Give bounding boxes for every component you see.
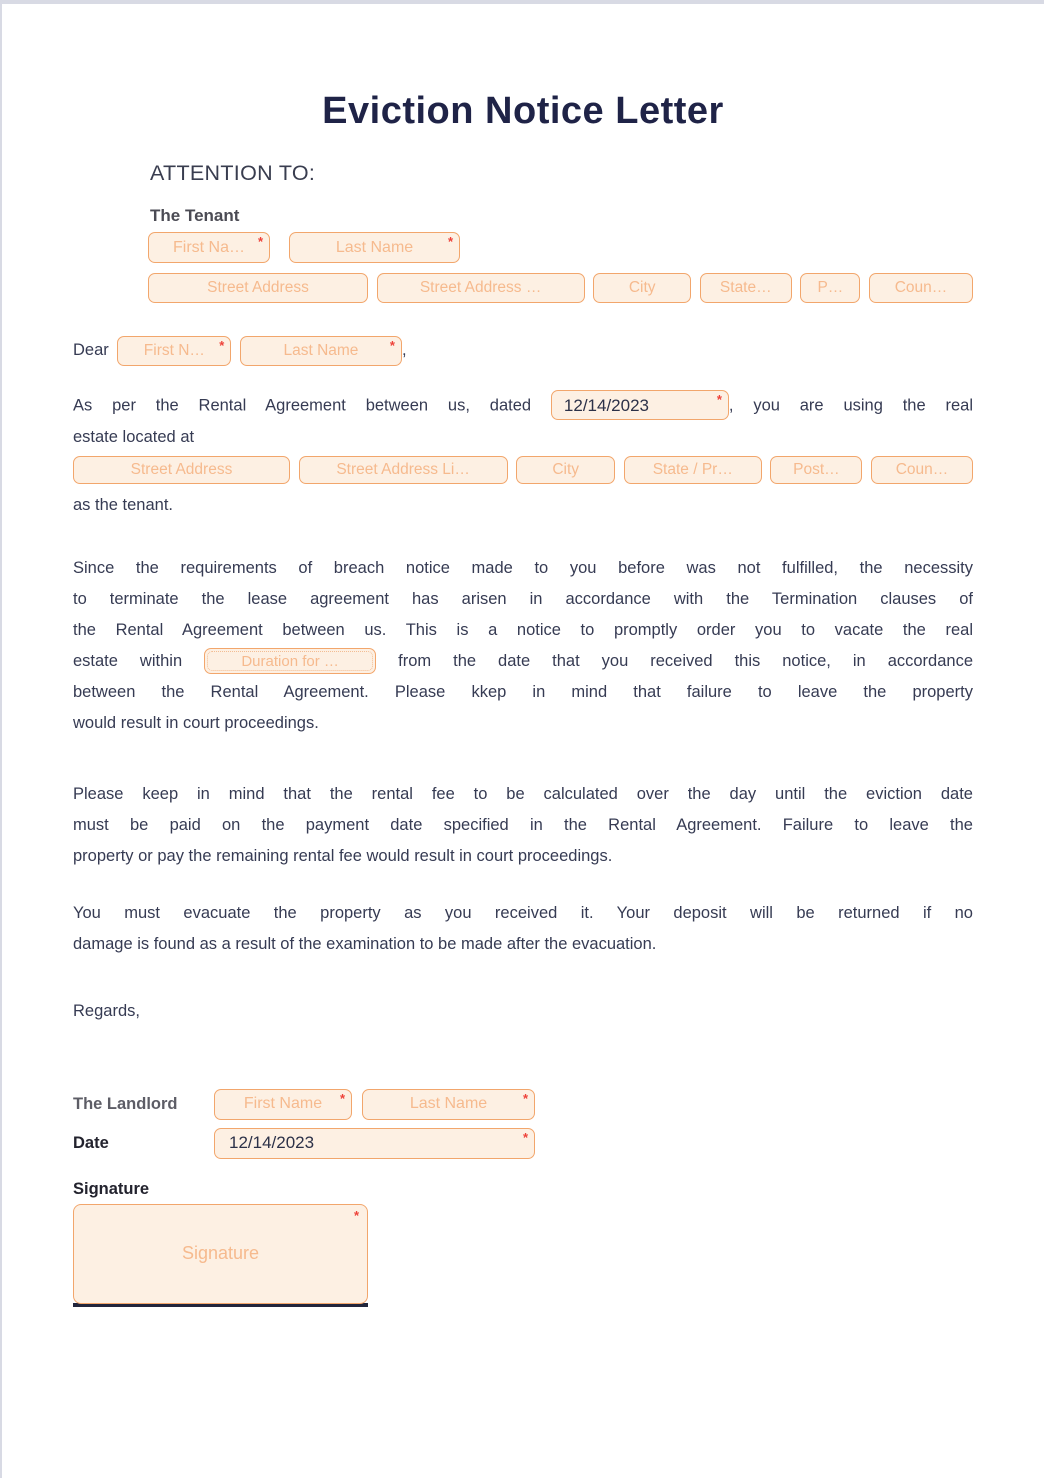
required-asterisk: * <box>339 1090 345 1106</box>
paragraph-line: As per the Rental Agreement between us, dated 12/14/2023 * , you are using the real <box>73 390 973 422</box>
salutation-first-name-field[interactable]: First N… * <box>117 336 231 366</box>
signature-pad[interactable] <box>73 1204 368 1304</box>
required-asterisk: * <box>353 1207 359 1223</box>
signature-date-field[interactable]: 12/14/2023 * <box>214 1128 535 1159</box>
paragraph-agreement <box>73 390 973 453</box>
salutation-last-name-field[interactable]: Last Name * <box>240 336 402 366</box>
tenant-section-label: The Tenant <box>150 206 240 225</box>
tenant-last-name-placeholder: Last Name <box>335 238 414 256</box>
landlord-name-fields <box>214 1089 535 1120</box>
date-label: Date <box>73 1133 109 1152</box>
property-city-field[interactable]: City <box>516 456 615 484</box>
paragraph-line: You must evacuate the property as you received it. Your deposit will be returned if no <box>73 903 973 922</box>
paragraph-line: to terminate the lease agreement has arisen in accordance with the Termination clauses of <box>73 589 973 608</box>
document-page <box>2 4 1044 1347</box>
tenant-name-row <box>148 232 973 263</box>
paragraph-line: as the tenant. <box>73 495 173 514</box>
required-asterisk: * <box>522 1090 528 1106</box>
required-asterisk: * <box>716 392 722 407</box>
paragraph-breach-notice <box>73 553 973 739</box>
eviction-duration-field[interactable]: Duration for … <box>204 648 376 674</box>
salutation-prefix: Dear <box>73 341 109 359</box>
tenant-street-address2-field[interactable]: Street Address … <box>377 273 585 303</box>
paragraph-line: Since the requirements of breach notice made to you before was not fulfilled, the necessity <box>73 558 973 577</box>
property-postal-field[interactable]: Post… <box>770 456 862 484</box>
paragraph-line: property or pay the remaining rental fee would result in court proceedings. <box>73 846 613 865</box>
landlord-last-name-field[interactable]: Last Name * <box>362 1089 535 1120</box>
paragraph-line: must be paid on the payment date specified in the Rental Agreement. Failure to leave the <box>73 815 973 834</box>
paragraph-line: Please keep in mind that the rental fee to be calculated over the day until the eviction date <box>73 784 973 803</box>
required-asterisk: * <box>447 234 453 249</box>
required-asterisk: * <box>257 234 263 249</box>
tenant-first-name-field[interactable] <box>148 232 270 263</box>
signature-label: Signature <box>73 1179 150 1198</box>
required-asterisk: * <box>522 1129 528 1145</box>
paragraph-evacuation <box>73 898 973 960</box>
closing-line: Regards, <box>73 1001 140 1020</box>
property-street-address-field[interactable]: Street Address <box>73 456 290 484</box>
salutation-line <box>73 335 973 366</box>
required-asterisk: * <box>389 337 395 353</box>
agreement-date-field[interactable]: 12/14/2023 * <box>551 390 729 420</box>
paragraph-line: estate within Duration for … from the date that you received this notice, in accordance <box>73 646 973 677</box>
property-address-row <box>73 456 973 484</box>
tenant-country-field[interactable]: Coun… <box>869 273 973 303</box>
salutation-suffix: , <box>401 341 407 359</box>
required-asterisk: * <box>219 337 225 353</box>
page-title: Eviction Notice Letter <box>322 90 724 132</box>
paragraph-line: would result in court proceedings. <box>73 713 319 732</box>
tenant-last-name-field[interactable] <box>289 232 460 263</box>
paragraph-line: between the Rental Agreement. Please kkep in mind that failure to leave the property <box>73 682 973 701</box>
signature-placeholder: Signature <box>181 1243 260 1263</box>
landlord-first-name-field[interactable]: First Name * <box>214 1089 352 1120</box>
tenant-state-field[interactable]: State… <box>700 273 792 303</box>
property-state-field[interactable]: State / Pr… <box>624 456 762 484</box>
landlord-row <box>73 1089 973 1120</box>
tenant-postal-field[interactable]: P… <box>800 273 860 303</box>
paragraph-rental-fee <box>73 779 973 872</box>
paragraph-line: damage is found as a result of the examination to be made after the evacuation. <box>73 934 657 953</box>
tenant-address-row <box>148 273 973 303</box>
date-row <box>73 1128 973 1159</box>
landlord-label: The Landlord <box>73 1094 178 1113</box>
attention-heading: ATTENTION TO: <box>150 161 316 185</box>
paragraph-line: estate located at <box>73 427 195 446</box>
tenant-street-address-field[interactable]: Street Address <box>148 273 368 303</box>
tenant-city-field[interactable]: City <box>593 273 691 303</box>
property-street-address2-field[interactable]: Street Address Li… <box>299 456 508 484</box>
paragraph-line: the Rental Agreement between us. This is a notice to promptly order you to vacate the real <box>73 620 973 639</box>
tenant-first-name-placeholder: First Na… <box>173 238 245 256</box>
property-country-field[interactable]: Coun… <box>871 456 973 484</box>
